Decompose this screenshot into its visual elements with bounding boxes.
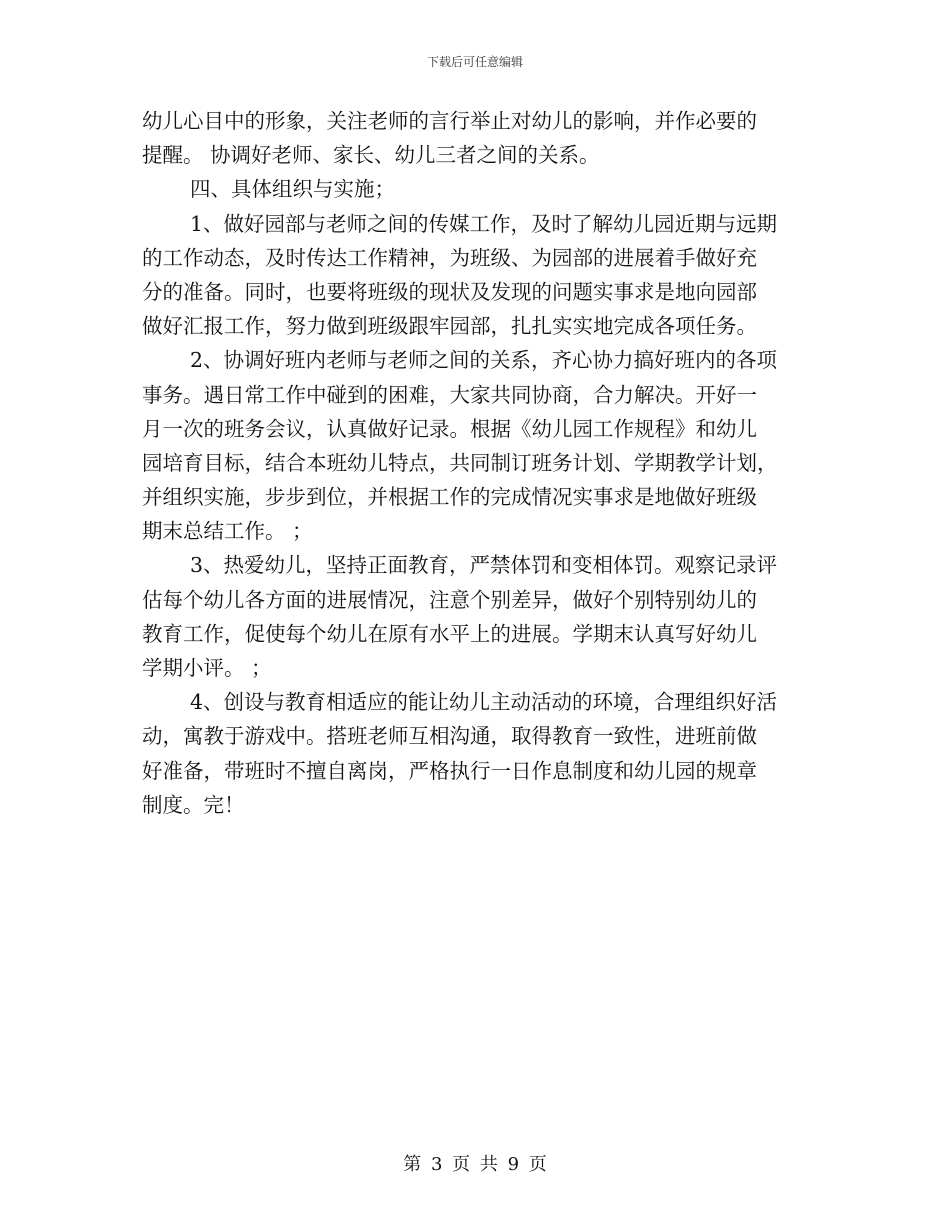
text-line: 学期小评。 ； [142, 656, 272, 680]
text-line: 教育工作，促使每个幼儿在原有水平上的进展。学期末认真写好幼儿 [142, 621, 757, 646]
document-body [142, 104, 810, 822]
text-line: 制度。完！ [142, 792, 245, 817]
page-number: 第 3 页 共 9 页 [403, 1154, 547, 1175]
section-heading: 四、具体组织与实施； [190, 177, 395, 202]
download-note: 下载后可任意编辑 [426, 55, 523, 69]
text-line: 分的准备。同时，也要将班级的现状及发现的问题实事求是地向园部 [142, 279, 757, 304]
text-line: 估每个幼儿各方面的进展情况，注意个别差异，做好个别特别幼儿的 [142, 587, 757, 612]
text-line: 期末总结工作。 ； [142, 519, 313, 544]
paragraph-4-start: 4、创设与教育相适应的能让幼儿主动活动的环境，合理组织好活 [190, 690, 778, 715]
text-line: 好准备，带班时不擅自离岗，严格执行一日作息制度和幼儿园的规章 [142, 758, 757, 783]
text-line: 提醒。 协调好老师、家长、幼儿三者之间的关系。 [142, 143, 600, 168]
text-line: 园培育目标，结合本班幼儿特点，共同制订班务计划、学期教学计划， [142, 450, 778, 475]
text-line: 幼儿心目中的形象，关注老师的言行举止对幼儿的影响，并作必要的 [142, 109, 757, 133]
text-line: 事务。遇日常工作中碰到的困难，大家共同协商，合力解决。开好一 [142, 382, 757, 407]
text-line: 动，寓教于游戏中。搭班老师互相沟通，取得教育一致性，进班前做 [142, 724, 757, 749]
paragraph-3-start: 3、热爱幼儿，坚持正面教育，严禁体罚和变相体罚。观察记录评 [190, 553, 778, 578]
text-line: 的工作动态，及时传达工作精神，为班级、为园部的进展着手做好充 [142, 245, 757, 270]
text-line: 做好汇报工作，努力做到班级跟牢园部，扎扎实实地完成各项任务。 [142, 314, 757, 339]
text-line: 月一次的班务会议，认真做好记录。根据《幼儿园工作规程》和幼儿 [142, 416, 757, 441]
paragraph-2-start: 2、协调好班内老师与老师之间的关系，齐心协力搞好班内的各项 [190, 348, 778, 373]
text-line: 并组织实施，步步到位，并根据工作的完成情况实事求是地做好班级 [142, 485, 757, 510]
paragraph-1-start: 1、做好园部与老师之间的传媒工作，及时了解幼儿园近期与远期 [190, 211, 778, 236]
